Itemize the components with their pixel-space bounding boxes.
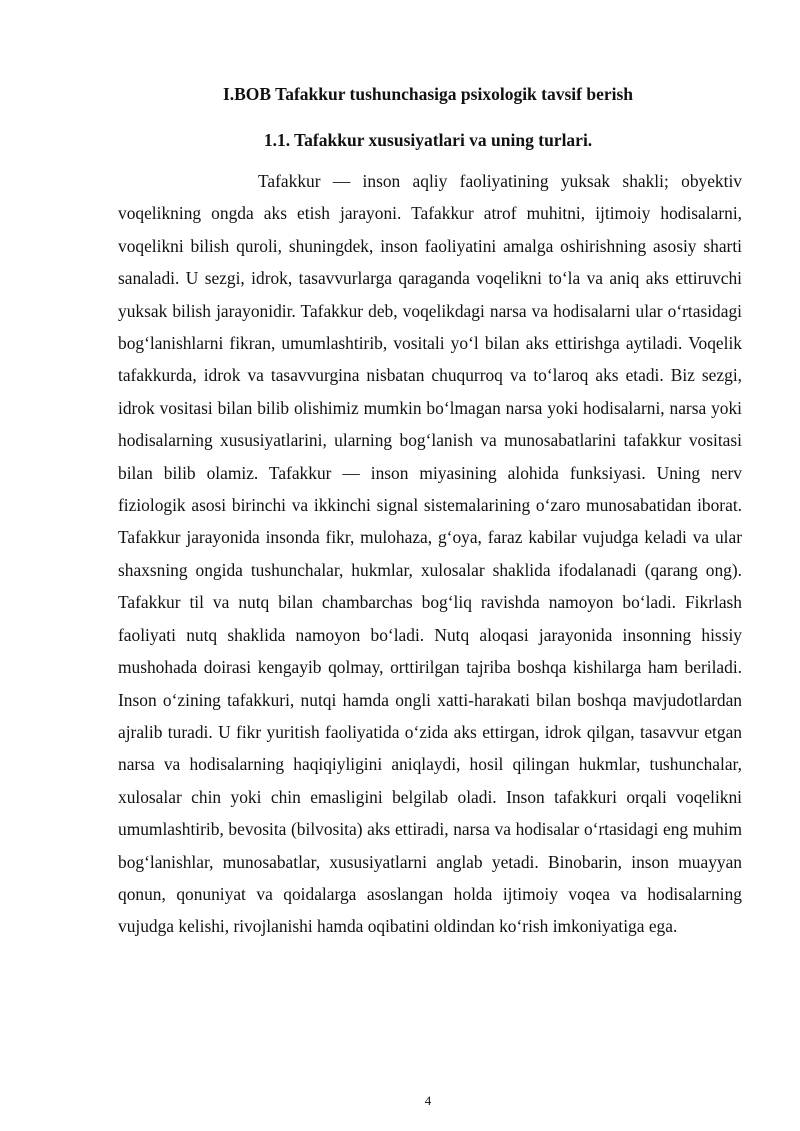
chapter-title: I.BOB Tafakkur tushunchasiga psixologik tavsif berish xyxy=(222,84,634,104)
section-title: 1.1. Tafakkur xususiyatlari va uning turlari. xyxy=(263,130,593,150)
page-number: 4 xyxy=(424,1093,432,1108)
body-paragraph: Tafakkur — inson aqliy faoliyatining yuksak shakli; obyektiv voqelikning ongda aks etish jarayoni. Tafakkur atrof muhitni, ijtimoiy hodisalarni, voqelikni bilish quroli, shuningdek, inson faoliyatini amalga oshirishning asosiy sharti sanaladi. U sezgi, idrok, tasavvurlarga qaraganda voqelikni to‘la va aniq aks ettiruvchi yuksak bilish jarayonidir. Tafakkur deb, voqelikdagi narsa va hodisalarni ular o‘rtasidagi bog‘lanishlarni fikran, umumlashtirib, vositali yo‘l bilan aks ettirishga aytiladi. Voqelik tafakkurda, idrok va tasavvurgina nisbatan chuqurroq va to‘laroq aks etadi. Biz sezgi, idrok vositasi bilan bilib olishimiz mumkin bo‘lmagan narsa yoki hodisalarni, narsa yoki hodisalarning xususiyatlarini, ularning bog‘lanish va munosabatlarini tafakkur vositasi bilan bilib olamiz. Tafakkur — inson miyasining alohida funksiyasi. Uning nerv fiziologik asosi birinchi va ikkinchi signal sistemalarining o‘zaro munosabatidan iborat. Tafakkur jarayonida insonda fikr, mulohaza, g‘oya, faraz kabilar vujudga keladi va ular shaxsning ongida tushunchalar, hukmlar, xulosalar shaklida ifodalanadi (qarang ong). Tafakkur til va nutq bilan chambarchas bog‘liq ravishda namoyon bo‘ladi. Fikrlash faoliyati nutq shaklida namoyon bo‘ladi. Nutq aloqasi jarayonida insonning hissiy mushohada doirasi kengayib qolmay, orttirilgan tajriba boshqa kishilarga ham beriladi. Inson o‘zining tafakkuri, nutqi hamda ongli xatti-harakati bilan boshqa mavjudotlardan ajralib turadi. U fikr yuritish faoliyatida o‘zida aks ettirgan, idrok qilgan, tasavvur etgan narsa va hodisalarning haqiqiyligini aniqlaydi, hosil qilingan hukmlar, tushunchalar, xulosalar chin yoki chin emasligini belgilab oladi. Inson tafakkuri orqali voqelikni umumlashtirib, bevosita (bilvosita) aks ettiradi, narsa va hodisalar o‘rtasidagi eng muhim bog‘lanishlar, munosabatlar, xususiyatlarni anglab yetadi. Binobarin, inson muayyan qonun, qonuniyat va qoidalarga asoslangan holda ijtimoiy voqea va hodisalarning vujudga kelishi, rivojlanishi hamda oqibatini oldindan ko‘rish imkoniyatiga ega. xyxy=(118,171,742,937)
